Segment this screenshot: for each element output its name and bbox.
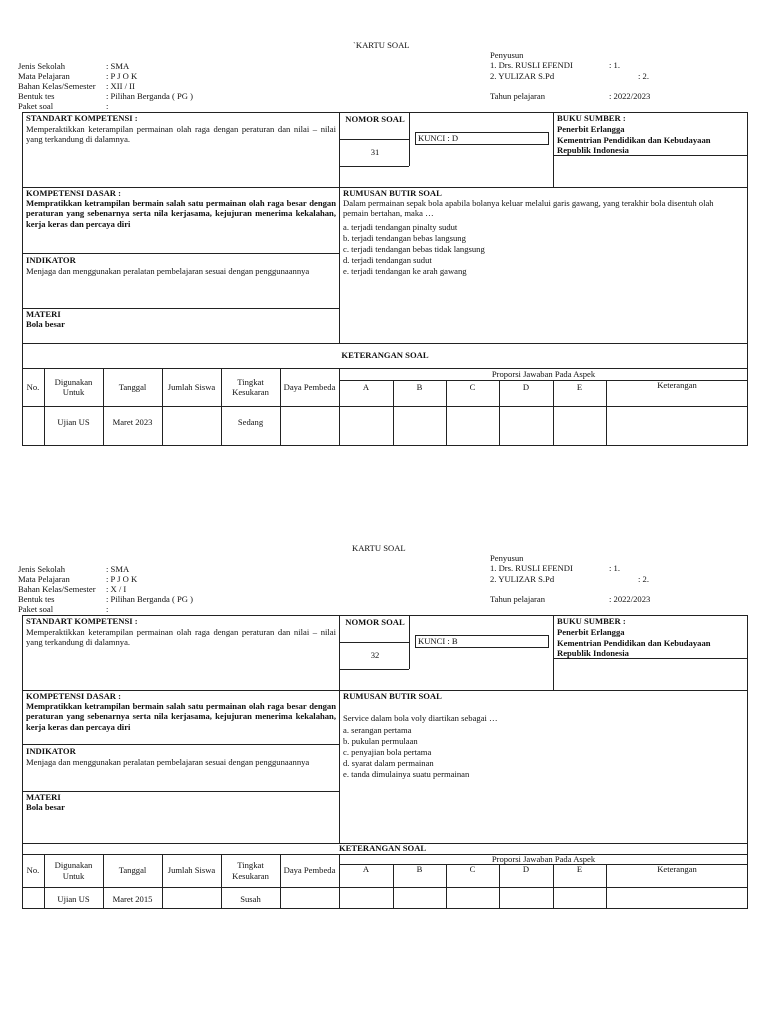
th-proporsi: Proporsi Jawaban Pada Aspek [491, 368, 596, 379]
penyusun-name-2: 2. YULIZAR S.Pd [490, 71, 555, 81]
kunci-jawaban: KUNCI : D [418, 133, 459, 143]
option-c: c. terjadi tendangan bebas tidak langsung [343, 244, 485, 254]
td-tanggal: Maret 2023 [112, 416, 153, 427]
kd-text: Mempratikkan ketrampilan bermain salah satu permainan olah raga besar dengan peraturan yang sebenarnya serta nila kerjasama, kejujuran menerima kekalahan, kerja keras dan percaya diri [26, 701, 336, 732]
th-daya-pembeda: Daya Pembeda [283, 381, 336, 392]
option-a: a. terjadi tendangan pinalty sudut [343, 222, 458, 232]
nomor-soal-value: 32 [370, 650, 380, 660]
materi-title: MATERI [26, 309, 61, 319]
buku-sumber-line-1: Penerbit Erlangga [557, 627, 625, 637]
rumusan-question: Dalam permainan sepak bola apabila bolanya keluar melalui garis gawang, yang terakhir bola disentuh olah pemain bertahan, maka … [343, 198, 714, 219]
meta-value-jenis-sekolah: : SMA [106, 564, 130, 574]
indikator-title: INDIKATOR [26, 255, 76, 265]
buku-sumber-line-2: Kementrian Pendidikan dan Kebudayaan [557, 638, 711, 648]
nomor-soal-label: NOMOR SOAL [345, 114, 405, 124]
option-d: d. syarat dalam permainan [343, 758, 434, 768]
th-keterangan: Keterangan [657, 379, 697, 390]
meta-label-jenis-sekolah: Jenis Sekolah [18, 564, 66, 574]
meta-value-bentuk-tes: : Pilihan Berganda ( PG ) [106, 91, 193, 101]
card-title: KARTU SOAL [352, 543, 406, 553]
buku-sumber-title: BUKU SUMBER : [557, 113, 626, 123]
kartu-soal-card-1 [0, 0, 768, 430]
kd-title: KOMPETENSI DASAR : [26, 188, 122, 198]
th-tingkat-kesukaran: Tingkat Kesukaran [232, 860, 269, 881]
meta-value-bentuk-tes: : Pilihan Berganda ( PG ) [106, 594, 193, 604]
nomor-soal-label: NOMOR SOAL [345, 617, 405, 627]
meta-label-kelas-semester: Bahan Kelas/Semester [18, 584, 96, 594]
sk-title: STANDART KOMPETENSI : [26, 616, 138, 626]
penyusun-sign-2: : 2. [638, 574, 649, 584]
materi-text: Bola besar [26, 802, 65, 812]
materi-text: Bola besar [26, 319, 65, 329]
sk-text: Memperaktikkan keterampilan permainan olah raga dengan peraturan dan nilai – nilai yang terkandung di dalamnya. [26, 627, 336, 648]
td-digunakan: Ujian US [57, 416, 90, 427]
nomor-soal-value: 31 [370, 147, 380, 157]
meta-value-paket-soal: : [106, 604, 109, 614]
meta-value-kelas-semester: : X / I [106, 584, 127, 594]
indikator-text: Menjaga dan menggunakan peralatan pembelajaran sesuai dengan penggunaannya [26, 266, 310, 276]
td-tingkat: Sedang [237, 416, 264, 427]
buku-sumber-line-3: Republik Indonesia [557, 145, 629, 155]
th-aspect-a: A [362, 381, 370, 392]
kd-title: KOMPETENSI DASAR : [26, 691, 122, 701]
option-d: d. terjadi tendangan sudut [343, 255, 432, 265]
meta-value-mata-pelajaran: : P J O K [106, 574, 138, 584]
keterangan-title: KETERANGAN SOAL [339, 843, 427, 853]
meta-label-bentuk-tes: Bentuk tes [18, 91, 55, 101]
meta-label-kelas-semester: Bahan Kelas/Semester [18, 81, 96, 91]
penyusun-name-2: 2. YULIZAR S.Pd [490, 574, 555, 584]
option-c: c. penyajian bola pertama [343, 747, 432, 757]
td-tanggal: Maret 2015 [112, 893, 153, 904]
th-digunakan: Digunakan Untuk [54, 860, 93, 881]
th-jumlah-siswa: Jumlah Siswa [167, 381, 216, 392]
td-digunakan: Ujian US [57, 893, 90, 904]
kd-text: Mempratikkan ketrampilan bermain salah satu permainan olah raga besar dengan peraturan yang sebenarnya serta nila kerjasama, kejujuran menerima kekalahan, kerja keras dan percaya diri [26, 198, 336, 229]
meta-label-mata-pelajaran: Mata Pelajaran [18, 71, 70, 81]
meta-label-bentuk-tes: Bentuk tes [18, 594, 55, 604]
th-aspect-a: A [362, 863, 370, 874]
th-no: No. [26, 381, 40, 392]
sk-text: Memperaktikkan keterampilan permainan olah raga dengan peraturan dan nilai – nilai yang terkandung di dalamnya. [26, 124, 336, 145]
tahun-value: : 2022/2023 [609, 91, 651, 101]
penyusun-sign-2: : 2. [638, 71, 649, 81]
indikator-title: INDIKATOR [26, 746, 76, 756]
keterangan-title: KETERANGAN SOAL [341, 350, 429, 360]
option-b: b. terjadi tendangan bebas langsung [343, 233, 466, 243]
th-aspect-c: C [469, 381, 476, 392]
meta-label-jenis-sekolah: Jenis Sekolah [18, 61, 66, 71]
rumusan-title: RUMUSAN BUTIR SOAL [343, 188, 442, 198]
th-jumlah-siswa: Jumlah Siswa [167, 865, 216, 876]
materi-title: MATERI [26, 792, 61, 802]
meta-label-mata-pelajaran: Mata Pelajaran [18, 574, 70, 584]
penyusun-name-1: 1. Drs. RUSLI EFENDI [490, 563, 573, 573]
th-aspect-e: E [576, 381, 583, 392]
th-aspect-d: D [522, 863, 530, 874]
meta-label-paket-soal: Paket soal [18, 604, 54, 614]
buku-sumber-line-3: Republik Indonesia [557, 648, 629, 658]
th-aspect-d: D [522, 381, 530, 392]
option-e: e. terjadi tendangan ke arah gawang [343, 266, 467, 276]
indikator-text: Menjaga dan menggunakan peralatan pembelajaran sesuai dengan penggunaannya [26, 757, 310, 767]
th-aspect-b: B [416, 863, 423, 874]
penyusun-sign-1: : 1. [609, 563, 620, 573]
penyusun-label: Penyusun [490, 553, 524, 563]
buku-sumber-title: BUKU SUMBER : [557, 616, 626, 626]
th-tanggal: Tanggal [118, 381, 147, 392]
rumusan-title: RUMUSAN BUTIR SOAL [343, 691, 442, 701]
th-aspect-b: B [416, 381, 423, 392]
tahun-label: Tahun pelajaran [490, 91, 545, 101]
th-aspect-c: C [469, 863, 476, 874]
th-proporsi: Proporsi Jawaban Pada Aspek [491, 853, 596, 864]
card-title: `KARTU SOAL [353, 40, 410, 50]
sk-title: STANDART KOMPETENSI : [26, 113, 138, 123]
kartu-soal-card-2 [0, 503, 768, 933]
meta-label-paket-soal: Paket soal [18, 101, 54, 111]
meta-value-kelas-semester: : XII / II [106, 81, 135, 91]
meta-value-jenis-sekolah: : SMA [106, 61, 130, 71]
kunci-jawaban: KUNCI : B [418, 636, 458, 646]
rumusan-question: Service dalam bola voly diartikan sebagai … [343, 713, 498, 723]
th-digunakan: Digunakan Untuk [54, 376, 93, 397]
th-tingkat-kesukaran: Tingkat Kesukaran [232, 376, 269, 397]
td-tingkat: Susah [240, 893, 261, 904]
buku-sumber-line-1: Penerbit Erlangga [557, 124, 625, 134]
th-keterangan: Keterangan [657, 863, 697, 874]
penyusun-name-1: 1. Drs. RUSLI EFENDI [490, 60, 573, 70]
th-tanggal: Tanggal [118, 865, 147, 876]
tahun-label: Tahun pelajaran [490, 594, 545, 604]
buku-sumber-line-2: Kementrian Pendidikan dan Kebudayaan [557, 135, 711, 145]
tahun-value: : 2022/2023 [609, 594, 651, 604]
meta-value-paket-soal: : [106, 101, 109, 111]
th-no: No. [26, 865, 40, 876]
th-aspect-e: E [576, 863, 583, 874]
option-b: b. pukulan permulaan [343, 736, 418, 746]
th-daya-pembeda: Daya Pembeda [283, 865, 336, 876]
penyusun-sign-1: : 1. [609, 60, 620, 70]
option-a: a. serangan pertama [343, 725, 412, 735]
penyusun-label: Penyusun [490, 50, 524, 60]
option-e: e. tanda dimulainya suatu permainan [343, 769, 470, 779]
meta-value-mata-pelajaran: : P J O K [106, 71, 138, 81]
